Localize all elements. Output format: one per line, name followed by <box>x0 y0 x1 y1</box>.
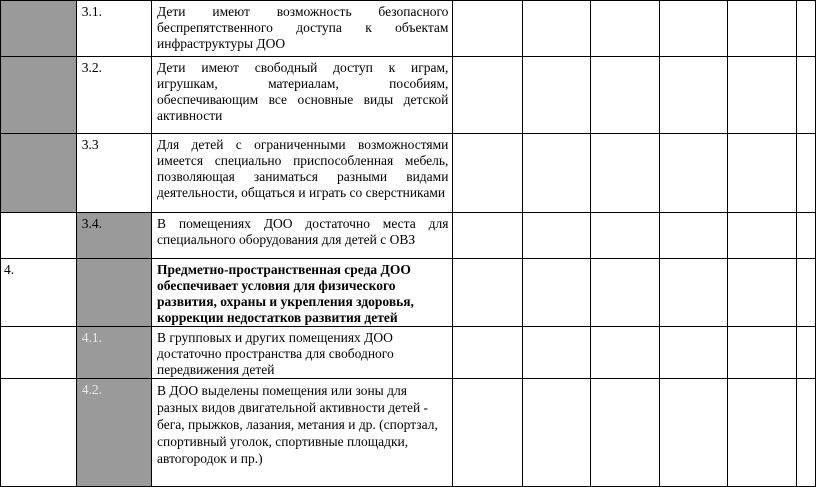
section-cell <box>1 327 77 379</box>
table-row <box>1 57 816 134</box>
score-cell[interactable] <box>453 379 522 487</box>
row-description: В групповых и других помещениях ДОО достаточно пространства для свободного передвижения детей <box>152 327 453 379</box>
score-cell[interactable] <box>453 259 522 327</box>
section-cell <box>1 57 77 134</box>
score-cell[interactable] <box>659 134 727 213</box>
score-cell[interactable] <box>659 57 727 134</box>
row-number: 3.2. <box>76 57 151 134</box>
row-number: 3.3 <box>76 134 151 213</box>
score-cell[interactable] <box>728 327 796 379</box>
score-cell[interactable] <box>796 327 815 379</box>
score-cell[interactable] <box>591 134 659 213</box>
row-description: Дети имеют свободный доступ к играм, игрушкам, материалам, пособиям, обеспечивающим все основные виды детской активности <box>152 57 453 134</box>
score-cell[interactable] <box>522 327 590 379</box>
score-cell[interactable] <box>796 1 815 57</box>
score-cell[interactable] <box>796 57 815 134</box>
table-row <box>1 327 816 379</box>
score-cell[interactable] <box>796 379 815 487</box>
score-cell[interactable] <box>591 57 659 134</box>
section-cell <box>1 1 77 57</box>
score-cell[interactable] <box>453 57 522 134</box>
score-cell[interactable] <box>522 213 590 259</box>
score-cell[interactable] <box>453 1 522 57</box>
section-number: 4. <box>1 259 77 327</box>
score-cell[interactable] <box>591 259 659 327</box>
score-cell[interactable] <box>796 213 815 259</box>
score-cell[interactable] <box>728 134 796 213</box>
score-cell[interactable] <box>659 379 727 487</box>
score-cell[interactable] <box>453 327 522 379</box>
score-cell[interactable] <box>796 259 815 327</box>
score-cell[interactable] <box>522 379 590 487</box>
score-cell[interactable] <box>659 213 727 259</box>
table-row <box>1 379 816 487</box>
section-cell <box>1 379 77 487</box>
score-cell[interactable] <box>591 1 659 57</box>
score-cell[interactable] <box>659 1 727 57</box>
score-cell[interactable] <box>453 134 522 213</box>
score-cell[interactable] <box>796 134 815 213</box>
score-cell[interactable] <box>659 327 727 379</box>
score-cell[interactable] <box>522 134 590 213</box>
section-title: Предметно-пространственная среда ДОО обеспечивает условия для физического развития, охраны и укрепления здоровья, коррекции недостатков развития детей <box>152 259 453 327</box>
row-description: В ДОО выделены помещения или зоны для разных видов двигательной активности детей - бега, прыжков, лазания, метания и др. (спортзал, спортивный уголок, спортивные площадки, автогородок и пр.) <box>152 379 453 487</box>
score-cell[interactable] <box>728 379 796 487</box>
section-cell <box>1 134 77 213</box>
score-cell[interactable] <box>591 327 659 379</box>
section-row <box>1 259 816 327</box>
row-number: 4.1. <box>76 327 151 379</box>
score-cell[interactable] <box>728 57 796 134</box>
score-cell[interactable] <box>522 1 590 57</box>
row-description: Для детей с ограниченными возможностями имеется специально приспособленная мебель, позволяющая заниматься разными видами деятельности, общаться и играть со сверстниками <box>152 134 453 213</box>
score-cell[interactable] <box>591 379 659 487</box>
score-cell[interactable] <box>522 57 590 134</box>
table-row <box>1 213 816 259</box>
table-row <box>1 1 816 57</box>
section-cell <box>1 213 77 259</box>
row-number: 3.4. <box>76 213 151 259</box>
score-cell[interactable] <box>522 259 590 327</box>
table-row <box>1 134 816 213</box>
row-description: Дети имеют возможность безопасного беспрепятственного доступа к объектам инфраструктуры ДОО <box>152 1 453 57</box>
row-number: 3.1. <box>76 1 151 57</box>
score-cell[interactable] <box>453 213 522 259</box>
row-number: 4.2. <box>76 379 151 487</box>
score-cell[interactable] <box>591 213 659 259</box>
score-cell[interactable] <box>728 259 796 327</box>
score-cell[interactable] <box>728 1 796 57</box>
section-cell <box>76 259 151 327</box>
score-cell[interactable] <box>728 213 796 259</box>
score-cell[interactable] <box>659 259 727 327</box>
row-description: В помещениях ДОО достаточно места для специального оборудования для детей с ОВЗ <box>152 213 453 259</box>
